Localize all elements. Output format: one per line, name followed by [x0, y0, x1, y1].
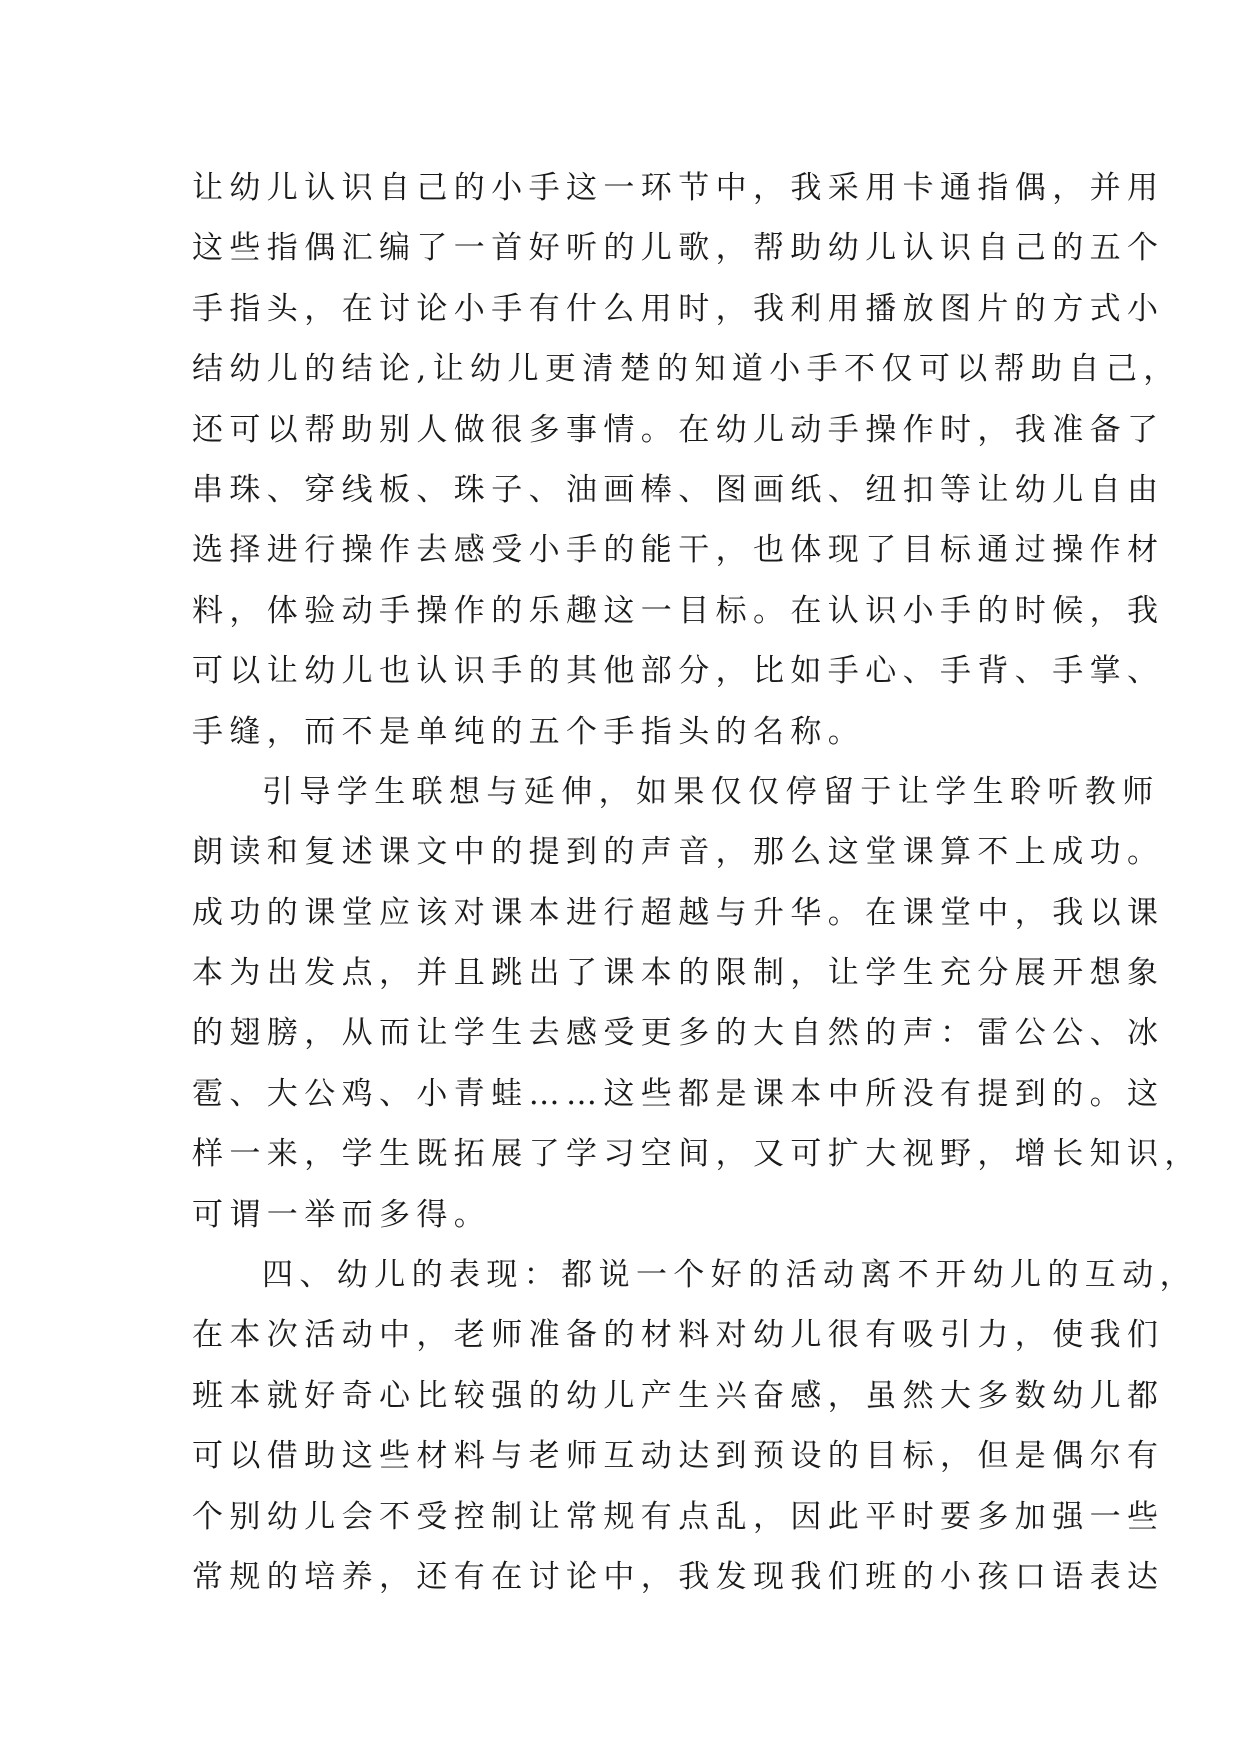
- text-line: 可以让幼儿也认识手的其他部分，比如手心、手背、手掌、: [192, 653, 1165, 690]
- text-line: 串珠、穿线板、珠子、油画棒、图画纸、纽扣等让幼儿自由: [192, 471, 1165, 508]
- text-line: 常规的培养，还有在讨论中，我发现我们班的小孩口语表达: [192, 1558, 1165, 1595]
- text-line: 还可以帮助别人做很多事情。在幼儿动手操作时，我准备了: [192, 411, 1165, 448]
- body-text: [192, 158, 1202, 1607]
- text-line: 个别幼儿会不受控制让常规有点乱，因此平时要多加强一些: [192, 1498, 1165, 1535]
- text-line: 本为出发点，并且跳出了课本的限制，让学生充分展开想象: [192, 955, 1165, 992]
- text-line: 可谓一举而多得。: [192, 1196, 492, 1233]
- text-line: 手指头，在讨论小手有什么用时，我利用播放图片的方式小: [192, 290, 1165, 327]
- text-line: 可以借助这些材料与老师互动达到预设的目标，但是偶尔有: [192, 1438, 1165, 1475]
- text-line: 料，体验动手操作的乐趣这一目标。在认识小手的时候，我: [192, 592, 1165, 629]
- text-line: 在本次活动中，老师准备的材料对幼儿很有吸引力，使我们: [192, 1317, 1165, 1354]
- text-line: 样一来，学生既拓展了学习空间，又可扩大视野，增长知识，: [192, 1136, 1202, 1173]
- text-line: 的翅膀，从而让学生去感受更多的大自然的声：雷公公、冰: [192, 1015, 1165, 1052]
- text-line: 成功的课堂应该对课本进行超越与升华。在课堂中，我以课: [192, 894, 1165, 931]
- text-line: 让幼儿认识自己的小手这一环节中，我采用卡通指偶，并用: [192, 170, 1165, 206]
- text-line: 手缝，而不是单纯的五个手指头的名称。: [192, 713, 866, 750]
- text-line: 这些指偶汇编了一首好听的儿歌，帮助幼儿认识自己的五个: [192, 230, 1165, 267]
- text-line: 雹、大公鸡、小青蛙……这些都是课本中所没有提到的。这: [192, 1075, 1165, 1112]
- text-line: 结幼儿的结论,让幼儿更清楚的知道小手不仅可以帮助自己，: [192, 351, 1181, 388]
- text-line: 选择进行操作去感受小手的能干，也体现了目标通过操作材: [192, 532, 1165, 569]
- text-line: 班本就好奇心比较强的幼儿产生兴奋感，虽然大多数幼儿都: [192, 1377, 1165, 1414]
- text-line: 朗读和复述课文中的提到的声音，那么这堂课算不上成功。: [192, 834, 1165, 871]
- paragraph-start-line: 引导学生联想与延伸，如果仅仅停留于让学生聆听教师: [262, 773, 1160, 810]
- paragraph-start-line: 四、幼儿的表现：都说一个好的活动离不开幼儿的互动，: [262, 1257, 1197, 1294]
